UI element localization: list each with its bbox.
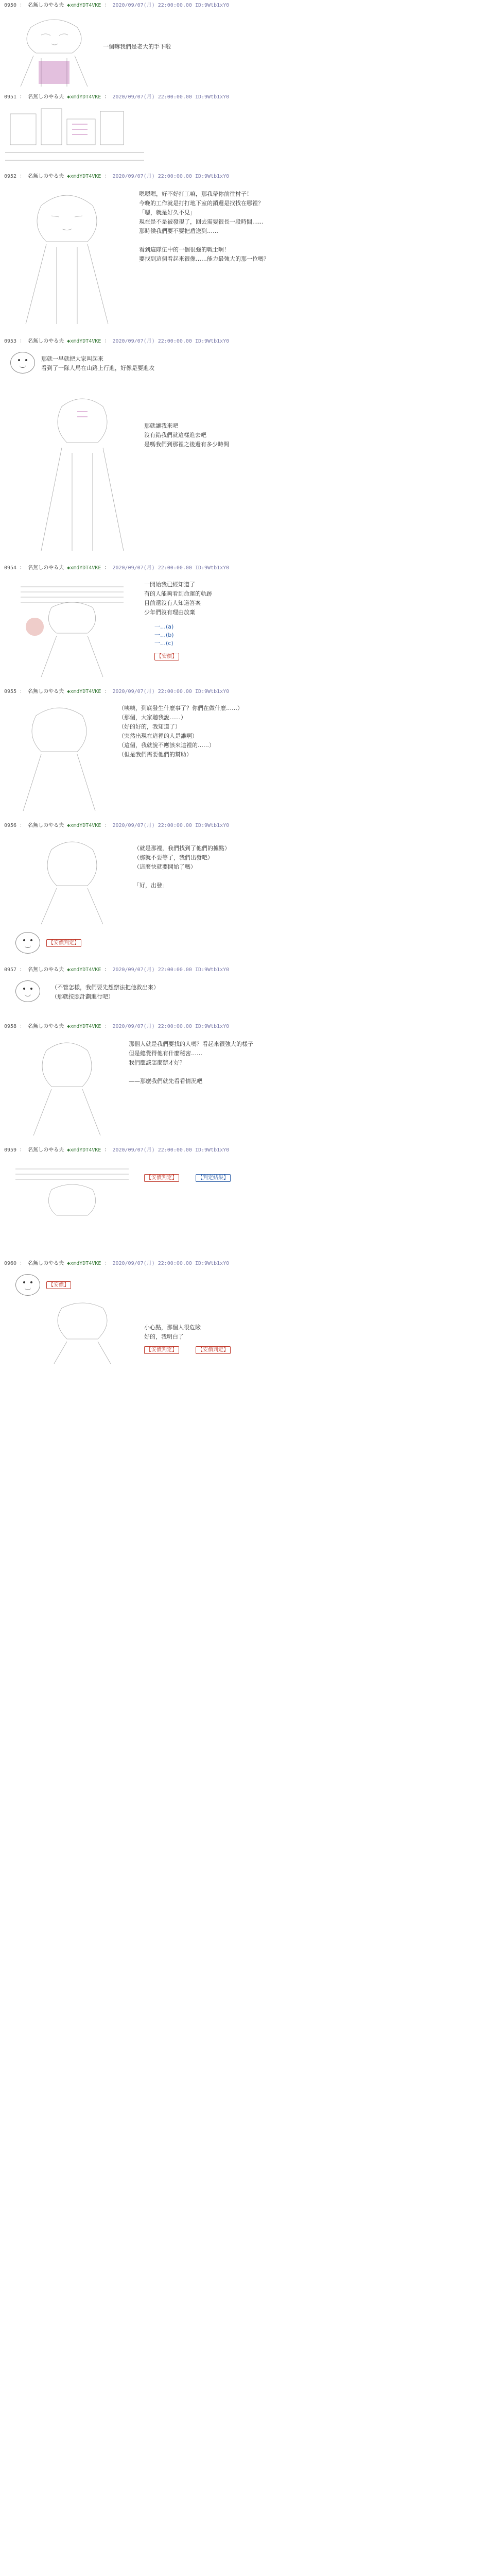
dialogue-line: 好的，我明白了 <box>144 1333 184 1340</box>
dialogue-line: 一個嘛我們是老大的手下啦 <box>103 43 171 50</box>
post-0951 <box>0 94 488 173</box>
anchor-tag: 【安價判定】 <box>144 1174 179 1182</box>
dialogue-line: 「嗯，就是好久不見」 <box>139 209 196 216</box>
choice-a: 一…(a) <box>154 623 174 630</box>
ascii-art-character <box>10 185 124 329</box>
post-0956 <box>0 822 488 963</box>
post-0953 <box>0 338 488 561</box>
ascii-art-scene-town <box>5 104 144 171</box>
dialogue-line: 今晚的工作就是打打地下室的鎖還是找找在哪裡？ <box>139 200 264 207</box>
face-icon <box>15 1274 40 1296</box>
post-header: 0959 ： 名無しのやる夫 ◆xmdYDT4VKE ： 2020/09/07(月) 22:00:00.00 ID:9Wtb1xY0 <box>4 1147 230 1153</box>
post-0955 <box>0 688 488 819</box>
dialogue-line: （就是那裡，我們找到了他們的據點） <box>134 845 230 852</box>
ascii-art-character <box>31 391 134 556</box>
dialogue-line: 但是總覺得他有什麼秘密…… <box>129 1050 202 1057</box>
dialogue-line: （那就不要等了，我們出發吧） <box>134 854 213 861</box>
dialogue-line: （不管怎樣，我們要先想辦法把他救出來） <box>51 984 159 991</box>
ascii-art-character <box>10 700 108 814</box>
dialogue-line: 那就一早就把大家叫起來 <box>41 355 103 362</box>
dialogue-line: （咦咦，到底發生什麼事了？你們在做什麼……） <box>118 705 243 711</box>
ascii-art-character <box>10 577 134 680</box>
dialogue-line: （那個，大家聽我說……） <box>118 714 186 721</box>
post-0952 <box>0 173 488 334</box>
dialogue-line: 「好，出發」 <box>134 882 168 889</box>
dialogue-line: 現在是不是被發現了，回去需要很長一段時間…… <box>139 218 264 225</box>
face-icon <box>10 352 35 374</box>
anchor-tag: 【安價】 <box>46 1281 71 1289</box>
anchor-tag: 【安價】 <box>154 653 179 660</box>
dialogue-line: 一開始我已經知道了 <box>144 581 195 588</box>
post-header: 0958 ： 名無しのやる夫 ◆xmdYDT4VKE ： 2020/09/07(月) 22:00:00.00 ID:9Wtb1xY0 <box>4 1024 230 1029</box>
dialogue-line: （突然出現在這裡的人是誰啊） <box>118 733 198 739</box>
post-0957 <box>0 967 488 1020</box>
post-0959 <box>0 1147 488 1257</box>
anchor-tag: 【判定結果】 <box>196 1174 231 1182</box>
dialogue-line: （但是我們需要他們的幫助） <box>118 751 192 758</box>
post-0960 <box>0 1260 488 1370</box>
post-header: 0952 ： 名無しのやる夫 ◆xmdYDT4VKE ： 2020/09/07(月) 22:00:00.00 ID:9Wtb1xY0 <box>4 174 230 179</box>
anchor-tag: 【安價判定】 <box>144 1346 179 1354</box>
dialogue-line: 我們應該怎麼辦才好？ <box>129 1059 185 1066</box>
dialogue-line: 是嗎我們到那裡之後還有多少時間 <box>144 441 229 448</box>
ascii-art-character <box>15 1035 118 1138</box>
dialogue-line: 小心點，那個人很危險 <box>144 1324 201 1331</box>
post-header: 0950 ： 名無しのやる夫 ◆xmdYDT4VKE ： 2020/09/07(月) 22:00:00.00 ID:9Wtb1xY0 <box>4 3 230 8</box>
dialogue-line: （這麼快就要開始了嗎） <box>134 863 196 870</box>
post-header: 0955 ： 名無しのやる夫 ◆xmdYDT4VKE ： 2020/09/07(月) 22:00:00.00 ID:9Wtb1xY0 <box>4 689 230 694</box>
dialogue-line: 看到了一隊人馬在山路上行進，好像是要進攻 <box>41 365 154 371</box>
post-header: 0957 ： 名無しのやる夫 ◆xmdYDT4VKE ： 2020/09/07(月) 22:00:00.00 ID:9Wtb1xY0 <box>4 967 230 973</box>
dialogue-line: 有的人能夠看到命運的軌跡 <box>144 590 212 597</box>
choice-c: 一…(c) <box>154 640 173 647</box>
dialogue-line: 沒有錯我們就這樣進去吧 <box>144 432 206 438</box>
anchor-tag: 【安價判定】 <box>46 939 81 947</box>
dialogue-line: 那個人就是我們要找的人嗎？看起來很強大的樣子 <box>129 1041 253 1047</box>
ascii-art-character <box>10 12 98 89</box>
dialogue-line: （這個，我就說不應該來這裡的……） <box>118 742 215 749</box>
post-header: 0956 ： 名無しのやる夫 ◆xmdYDT4VKE ： 2020/09/07(月) 22:00:00.00 ID:9Wtb1xY0 <box>4 823 230 828</box>
dialogue-line: （好的好的，我知道了） <box>118 723 181 730</box>
post-header: 0960 ： 名無しのやる夫 ◆xmdYDT4VKE ： 2020/09/07(月) 22:00:00.00 ID:9Wtb1xY0 <box>4 1261 230 1266</box>
post-header: 0954 ： 名無しのやる夫 ◆xmdYDT4VKE ： 2020/09/07(月) 22:00:00.00 ID:9Wtb1xY0 <box>4 565 230 571</box>
face-icon <box>15 980 40 1002</box>
post-header: 0953 ： 名無しのやる夫 ◆xmdYDT4VKE ： 2020/09/07(月) 22:00:00.00 ID:9Wtb1xY0 <box>4 338 230 344</box>
dialogue-line: 少年們沒有理由放棄 <box>144 609 195 616</box>
choice-b: 一…(b) <box>154 632 174 638</box>
anchor-tag: 【安價判定】 <box>196 1346 231 1354</box>
dialogue-line: ——那麼我們就先看看情況吧 <box>129 1078 202 1084</box>
post-header: 0951 ： 名無しのやる夫 ◆xmdYDT4VKE ： 2020/09/07(月) 22:00:00.00 ID:9Wtb1xY0 <box>4 94 230 100</box>
dialogue-line: 看到這隊伍中的一個很強的戰士啊！ <box>139 246 230 253</box>
ascii-art-scene <box>10 1159 134 1251</box>
face-icon <box>15 932 40 954</box>
ascii-art-character <box>31 1298 134 1365</box>
ascii-art-character <box>21 834 124 927</box>
dialogue-line: 嗯嗯嗯，好不好打工嘛，那我帶你前往村子！ <box>139 191 252 197</box>
dialogue-line: （那就按照計劃進行吧） <box>51 993 114 1000</box>
post-0954 <box>0 565 488 685</box>
dialogue-line: 要找到這個看起來很像……能力最強大的那一位嗎？ <box>139 256 269 262</box>
dialogue-line: 目前還沒有人知道答案 <box>144 600 201 606</box>
post-0958 <box>0 1023 488 1143</box>
post-0950 <box>0 2 488 91</box>
dialogue-line: 那時候我們要不要把盾送到…… <box>139 228 218 234</box>
dialogue-line: 那就讓我來吧 <box>144 422 178 429</box>
